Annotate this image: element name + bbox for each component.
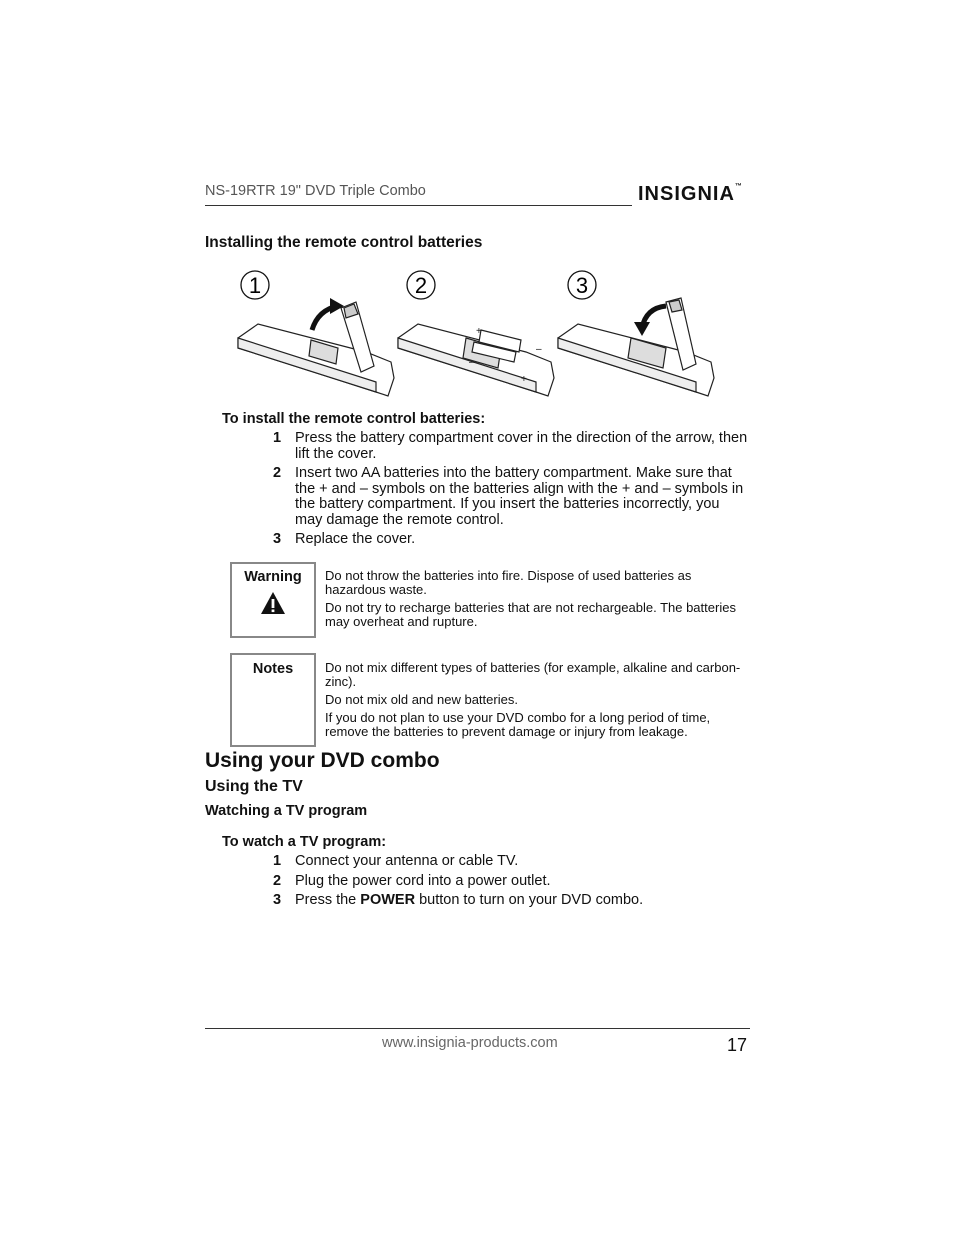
figure-step-3-label: 3	[575, 273, 589, 298]
remote-illustration-2	[398, 324, 554, 396]
list-item	[273, 532, 750, 548]
header-rule	[205, 205, 632, 206]
logo-text: INSIGNIA	[638, 183, 735, 205]
step-text: Press the battery compartment cover in the direction of the arrow, then lift the cover.	[295, 430, 748, 462]
step-number: 1	[273, 430, 282, 446]
list-item	[273, 893, 750, 909]
warning-label-box	[230, 562, 316, 638]
figure-step-1	[241, 271, 269, 299]
step-number: 1	[273, 853, 282, 869]
list-item	[273, 854, 750, 870]
svg-text:+: +	[521, 374, 527, 385]
step-text: Connect your antenna or cable TV.	[295, 853, 519, 869]
page-number: 17	[727, 1035, 748, 1055]
step-text: Press the	[295, 892, 361, 908]
notes-label: Notes	[252, 661, 294, 677]
battery-steps-list	[273, 431, 750, 552]
list-item	[273, 874, 750, 890]
svg-text:–: –	[536, 344, 542, 355]
list-item	[273, 466, 750, 528]
section-heading-using: Using your DVD combo	[205, 749, 440, 772]
remote-illustration-1	[238, 298, 394, 396]
procedure-heading-batteries: To install the remote control batteries:	[222, 411, 486, 427]
procedure-heading-watch: To watch a TV program:	[222, 834, 387, 850]
step-text-continued: button to turn on your DVD combo.	[415, 892, 644, 908]
warning-paragraph: Do not try to recharge batteries that are not rechargeable. The batteries may overheat and rupture.	[325, 600, 736, 629]
svg-text:+: +	[476, 326, 482, 337]
figure-step-2-label: 2	[414, 273, 428, 298]
footer-rule	[205, 1028, 750, 1029]
watch-steps-list	[273, 854, 750, 913]
notes-paragraph: Do not mix different types of batteries (for example, alkaline and carbon-zinc).	[325, 660, 741, 689]
figure-step-3	[568, 271, 596, 299]
remote-illustration-3	[558, 298, 714, 396]
step-number: 2	[273, 872, 282, 889]
step-number: 3	[273, 892, 282, 908]
warning-text	[325, 569, 745, 633]
list-item	[273, 431, 750, 462]
footer-url: www.insignia-products.com	[382, 1035, 558, 1051]
svg-text:–: –	[469, 357, 475, 368]
subsubheading-watching: Watching a TV program	[205, 803, 368, 819]
figure-step-1-label: 1	[248, 273, 262, 298]
step-text: Replace the cover.	[295, 531, 416, 547]
notes-label-box	[230, 653, 316, 747]
notes-paragraph: Do not mix old and new batteries.	[325, 692, 518, 707]
step-number: 2	[273, 465, 282, 481]
power-button-name: POWER	[360, 892, 416, 908]
battery-installation-figure	[226, 262, 726, 402]
running-header-title: NS-19RTR 19" DVD Triple Combo	[205, 183, 426, 199]
step-text: Insert two AA batteries into the battery compartment. Make sure that the + and – symbols on the batteries align with the + and – symbols in the battery compartment. If you insert the batteries incorrectly, you may damage the remote control.	[295, 465, 744, 528]
notes-text	[325, 661, 745, 743]
logo-trademark: ™	[734, 183, 742, 190]
insignia-logo	[638, 183, 742, 206]
step-number: 3	[273, 531, 282, 547]
step-text: Plug the power cord into a power outlet.	[295, 872, 551, 889]
warning-label: Warning	[244, 569, 302, 585]
notes-paragraph: If you do not plan to use your DVD combo for a long period of time, remove the batteries to prevent damage or injury from leakage.	[325, 710, 711, 739]
subheading-using-tv: Using the TV	[205, 778, 303, 795]
section-heading-batteries: Installing the remote control batteries	[205, 234, 483, 251]
warning-triangle-icon	[260, 591, 286, 615]
warning-paragraph: Do not throw the batteries into fire. Dispose of used batteries as hazardous waste.	[325, 568, 692, 597]
figure-step-2	[407, 271, 435, 299]
